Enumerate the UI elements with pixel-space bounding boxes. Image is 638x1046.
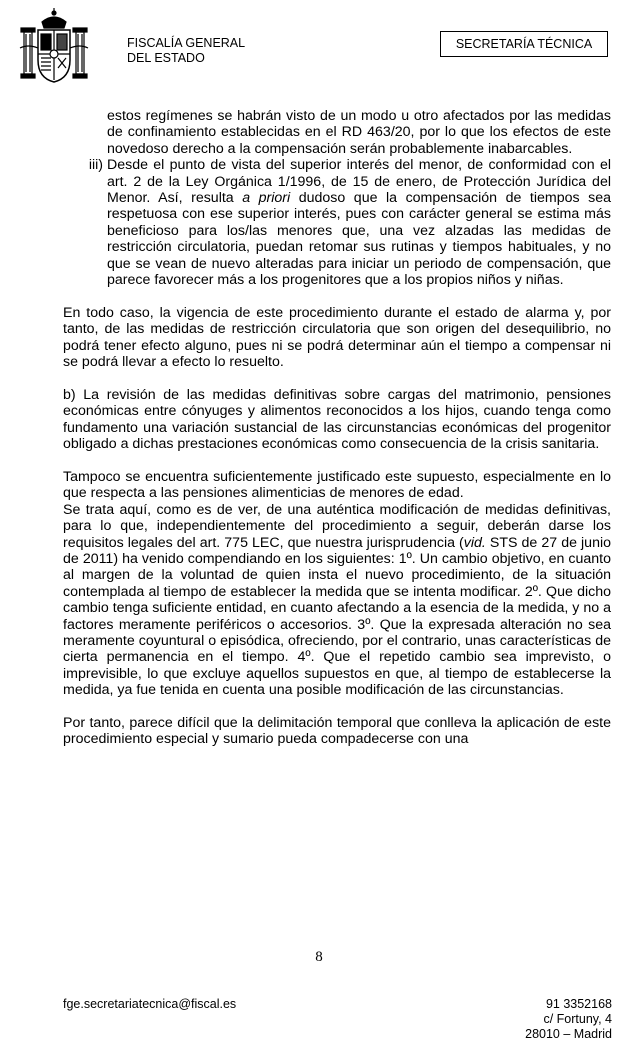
footer-address (525, 997, 612, 1042)
footer-phone: 91 3352168 (545, 997, 612, 1011)
list-item-text-part-1: Desde el punto de vista del superior interés del menor, de conformidad con el art. 2 de la Ley Orgánica 1/1996, de 15 de enero, de Protección Jurídica del Menor. Así, resulta (107, 157, 611, 207)
coat-of-arms-icon (18, 8, 90, 86)
organization-line-2: DEL ESTADO (127, 51, 205, 65)
department-label: SECRETARÍA TÉCNICA (455, 37, 593, 51)
paragraph-part-2: STS de 27 de junio de 2011) ha venido compendiando en los siguientes: 1º. Un cambio objetivo, en cuanto al margen de la voluntad de quien insta el nuevo procedimiento, de la situación contemplada al tiempo de establecer la medida que se intenta modificar. 2º. Que dicho cambio tenga suficiente entidad, en cuanto afectando a la esencia de la medida, y no a factores meramente periféricos o accesorios. 3º. Que la expresada alteración no sea meramente coyuntural o episódica, ofreciendo, por el contrario, unas características de cierta permanencia en el tiempo. 4º. Que el repetido cambio sea imprevisto, o imprevisible, lo que excluye aquellos supuestos en que, al tiempo de establecerse la medida, ya fue tenida en cuenta una posible modificación de las circunstancias. (63, 534, 611, 699)
organization-line-1: FISCALÍA GENERAL (127, 36, 246, 50)
footer-street: c/ Fortuny, 4 (543, 1012, 612, 1026)
emphasis-text: vid. (463, 534, 486, 551)
paragraph: b) La revisión de las medidas definitivas sobre cargas del matrimonio, pensiones económicas entre cónyuges y alimentos reconocidos a los hijos, cuando tenga como fundamento una variación sustancial de las circunstancias económicas del progenitor obligado a dichas prestaciones económicas como consecuencia de la crisis sanitaria. (63, 386, 611, 453)
list-item-iii (63, 157, 611, 288)
paragraph (63, 502, 611, 699)
list-item-text (107, 157, 611, 288)
footer-city: 28010 – Madrid (525, 1027, 612, 1041)
page-number: 8 (315, 949, 323, 965)
paragraph: Por tanto, parece difícil que la delimitación temporal que conlleva la aplicación de este procedimiento especial y sumario pueda compadecerse con una (63, 714, 611, 748)
document-body (63, 108, 611, 748)
paragraph: En todo caso, la vigencia de este procedimiento durante el estado de alarma y, por tanto, de las medidas de restricción circulatoria que son origen del desequilibrio, no podrá tener efecto alguno, pues ni se podrá determinar aún el tiempo a compensar ni se podrá llevar a efecto lo resuelto. (63, 304, 611, 371)
list-item-continuation: estos regímenes se habrán visto de un modo u otro afectados por las medidas de confinamiento establecidas en el RD 463/20, por lo que los efectos de este novedoso derecho a la compensación serán probablemente inabarcables. (107, 108, 611, 157)
list-item-text-part-2: dudoso que la compensación de tiempos sea respetuosa con ese superior interés, pues con carácter general se estima más beneficioso para los/las menores que, una vez alzadas las medidas de restricción circulatoria, puedan retomar sus rutinas y tiempos habituales, y no que se vean de nuevo alteradas para iniciar un periodo de compensación, que parece favorecer más a los progenitores que a los propios niños y niñas. (107, 190, 611, 289)
department-box (440, 31, 608, 57)
paragraph-part-1: Se trata aquí, como es de ver, de una auténtica modificación de medidas definitivas, para lo que, independientemente del procedimiento a seguir, deberán darse los requisitos legales del art. 775 LEC, que nuestra jurisprudencia ( (63, 501, 611, 551)
footer-email: fge.secretariatecnica@fiscal.es (63, 997, 237, 1011)
list-marker: iii) (88, 157, 103, 174)
organization-name (127, 36, 245, 66)
emphasis-text: a priori (242, 190, 291, 207)
paragraph: Tampoco se encuentra suficientemente justificado este supuesto, especialmente en lo que respecta a las pensiones alimenticias de menores de edad. (63, 468, 611, 502)
